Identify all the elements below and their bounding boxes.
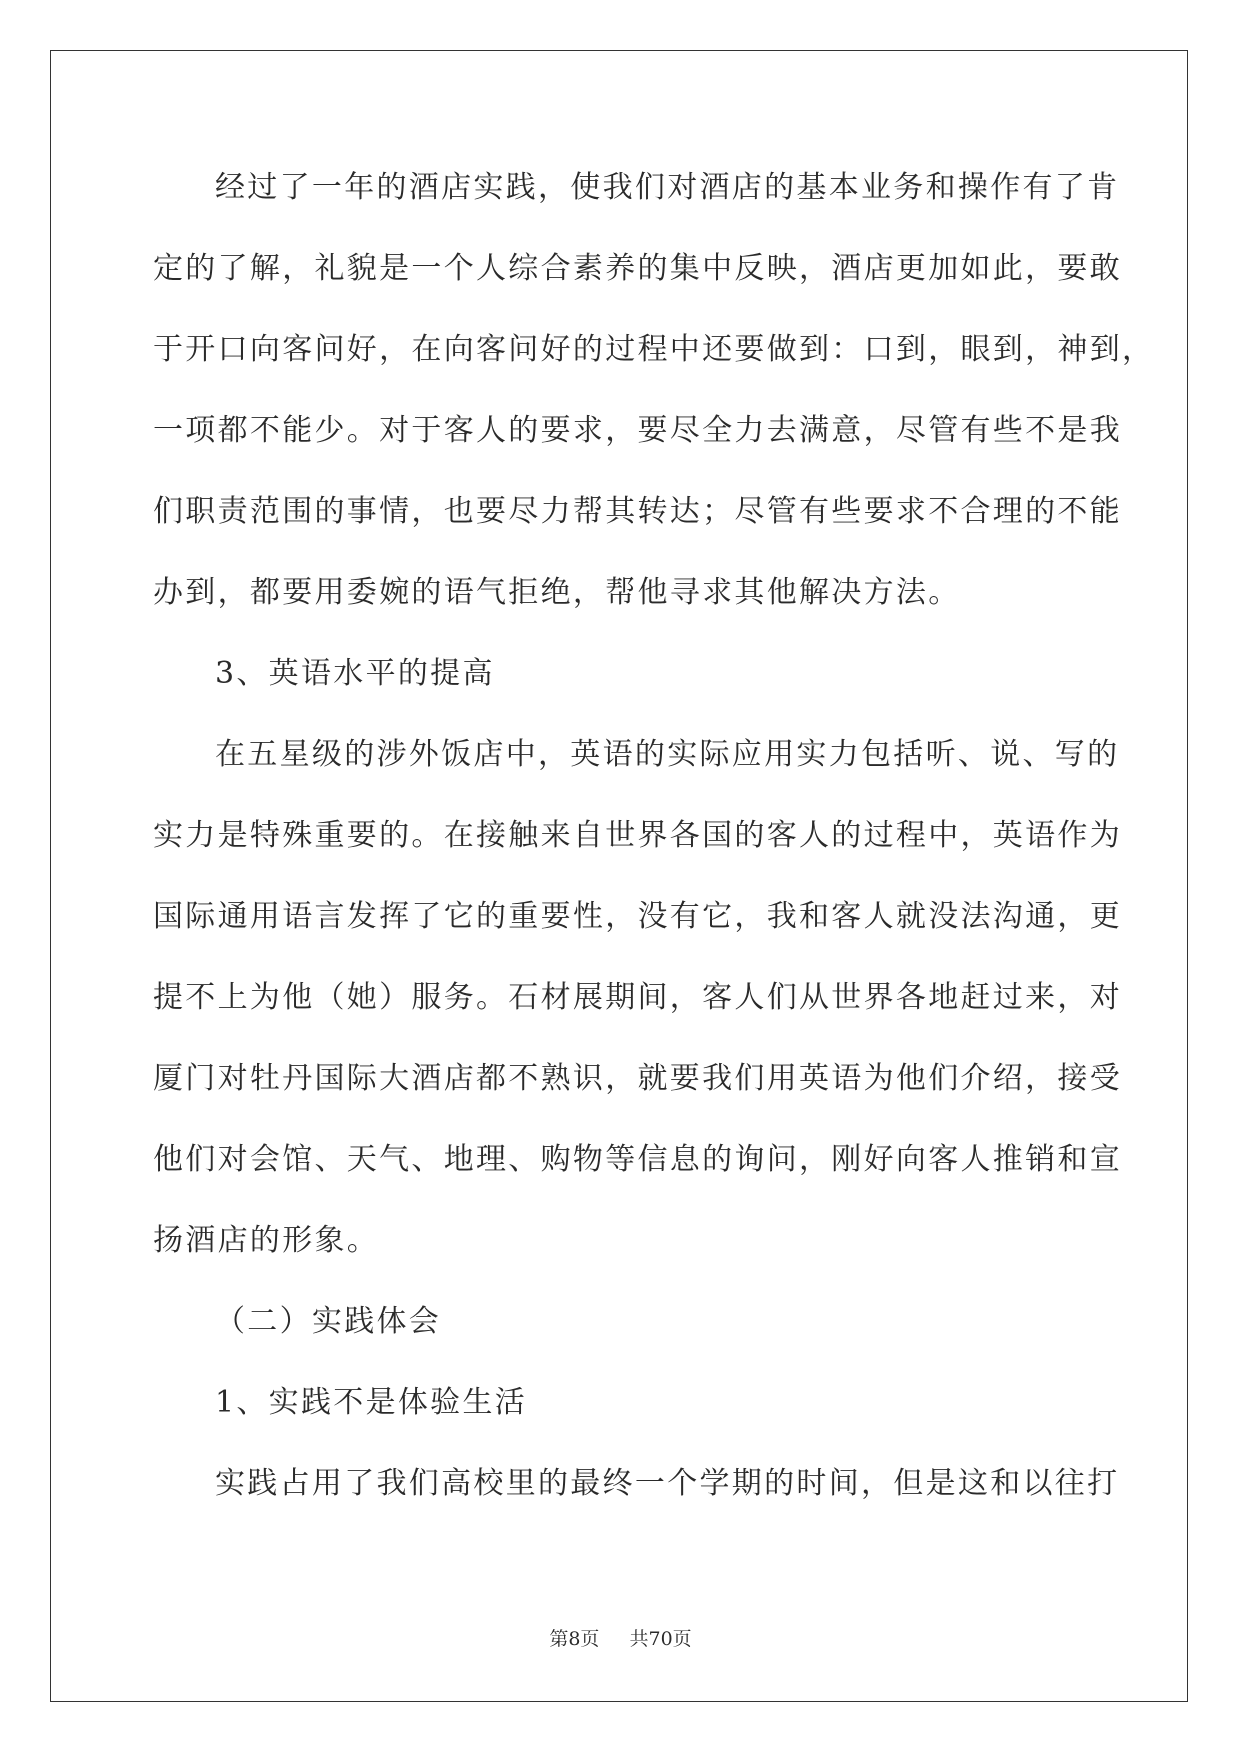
paragraph-line: 他们对会馆、天气、地理、购物等信息的询问，刚好向客人推销和宣 — [153, 1142, 1122, 1177]
section-heading: （二）实践体会 — [215, 1304, 442, 1339]
paragraph-line: 实践占用了我们高校里的最终一个学期的时间，但是这和以往打 — [215, 1466, 1120, 1501]
paragraph-line: 一项都不能少。对于客人的要求，要尽全力去满意，尽管有些不是我 — [153, 413, 1122, 448]
paragraph-line: 实力是特殊重要的。在接触来自世界各国的客人的过程中，英语作为 — [153, 818, 1122, 853]
section-heading: 1、实践不是体验生活 — [215, 1385, 528, 1420]
paragraph-line: 提不上为他（她）服务。石材展期间，客人们从世界各地赶过来，对 — [153, 980, 1122, 1015]
page-footer — [0, 1625, 1241, 1653]
section-heading: 3、英语水平的提高 — [215, 656, 495, 691]
paragraph-line: 厦门对牡丹国际大酒店都不熟识，就要我们用英语为他们介绍，接受 — [153, 1061, 1122, 1096]
paragraph-line: 办到，都要用委婉的语气拒绝，帮他寻求其他解决方法。 — [153, 575, 961, 610]
paragraph-line: 国际通用语言发挥了它的重要性，没有它，我和客人就没法沟通，更 — [153, 899, 1122, 934]
page-border — [50, 50, 1188, 1702]
paragraph-line: 们职责范围的事情，也要尽力帮其转达；尽管有些要求不合理的不能 — [153, 494, 1122, 529]
paragraph-line: 经过了一年的酒店实践，使我们对酒店的基本业务和操作有了肯 — [215, 170, 1120, 205]
page-total: 共70页 — [629, 1628, 692, 1650]
page-number: 第8页 — [549, 1628, 600, 1650]
paragraph-line: 在五星级的涉外饭店中，英语的实际应用实力包括听、说、写的 — [215, 737, 1120, 772]
paragraph-line: 定的了解，礼貌是一个人综合素养的集中反映，酒店更加如此，要敢 — [153, 251, 1122, 286]
paragraph-line: 于开口向客问好，在向客问好的过程中还要做到：口到，眼到，神到， — [153, 332, 1155, 367]
paragraph-line: 扬酒店的形象。 — [153, 1223, 380, 1258]
